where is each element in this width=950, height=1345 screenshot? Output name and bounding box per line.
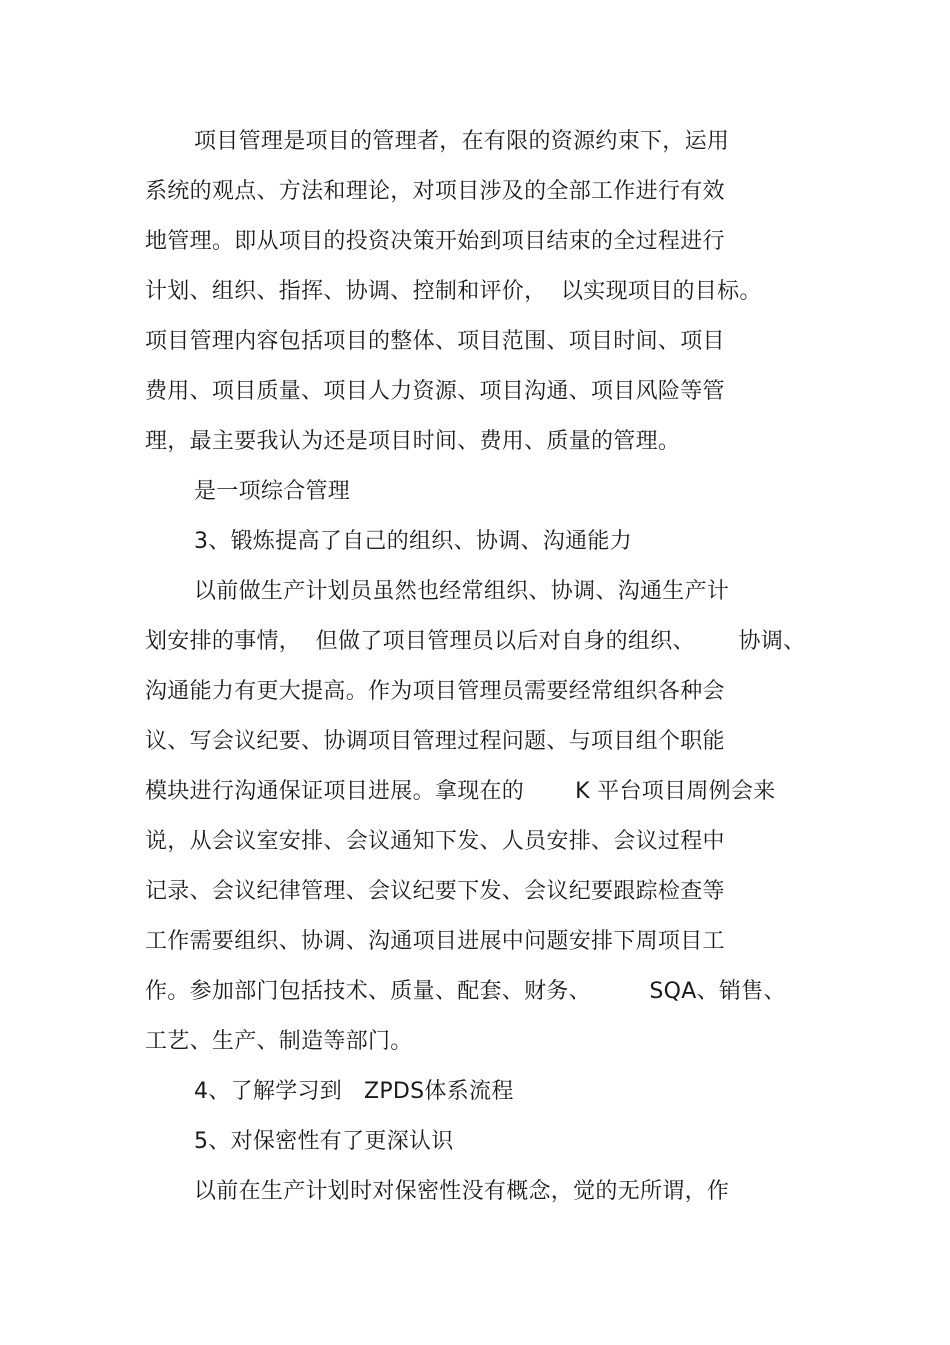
paragraph-line: 沟通能力有更大提高。作为项目管理员需要经常组织各种会 xyxy=(145,679,725,704)
paragraph-line: 理，最主要我认为还是项目时间、费用、质量的管理。 xyxy=(145,429,681,454)
paragraph-line: 作。参加部门包括技术、质量、配套、财务、 SQA、销售、 xyxy=(145,979,786,1004)
paragraph-line: 说，从会议室安排、会议通知下发、人员安排、会议过程中 xyxy=(145,829,725,854)
paragraph-line: 议、写会议纪要、协调项目管理过程问题、与项目组个职能 xyxy=(145,729,725,754)
paragraph-line: 系统的观点、方法和理论，对项目涉及的全部工作进行有效 xyxy=(145,179,725,204)
paragraph-line: 工艺、生产、制造等部门。 xyxy=(145,1029,413,1054)
paragraph-line: 计划、组织、指挥、协调、控制和评价， 以实现项目的目标。 xyxy=(145,279,762,304)
section-heading: 3、锻炼提高了自己的组织、协调、沟通能力 xyxy=(194,529,632,554)
paragraph-line: 项目管理内容包括项目的整体、项目范围、项目时间、项目 xyxy=(145,329,725,354)
paragraph-line: 是一项综合管理 xyxy=(194,479,351,504)
paragraph-line: 模块进行沟通保证项目进展。拿现在的 K 平台项目周例会来 xyxy=(145,779,776,804)
paragraph-line: 项目管理是项目的管理者，在有限的资源约束下，运用 xyxy=(194,129,730,154)
paragraph-line: 以前在生产计划时对保密性没有概念，觉的无所谓，作 xyxy=(194,1179,730,1204)
section-heading: 4、了解学习到 ZPDS体系流程 xyxy=(194,1079,514,1104)
paragraph-line: 划安排的事情， 但做了项目管理员以后对自身的组织、 协调、 xyxy=(145,629,806,654)
paragraph-line: 以前做生产计划员虽然也经常组织、协调、沟通生产计 xyxy=(194,579,730,604)
section-heading: 5、对保密性有了更深认识 xyxy=(194,1129,454,1154)
paragraph-line: 费用、项目质量、项目人力资源、项目沟通、项目风险等管 xyxy=(145,379,725,404)
paragraph-line: 工作需要组织、协调、沟通项目进展中问题安排下周项目工 xyxy=(145,929,725,954)
paragraph-line: 地管理。即从项目的投资决策开始到项目结束的全过程进行 xyxy=(145,229,725,254)
paragraph-line: 记录、会议纪律管理、会议纪要下发、会议纪要跟踪检查等 xyxy=(145,879,725,904)
